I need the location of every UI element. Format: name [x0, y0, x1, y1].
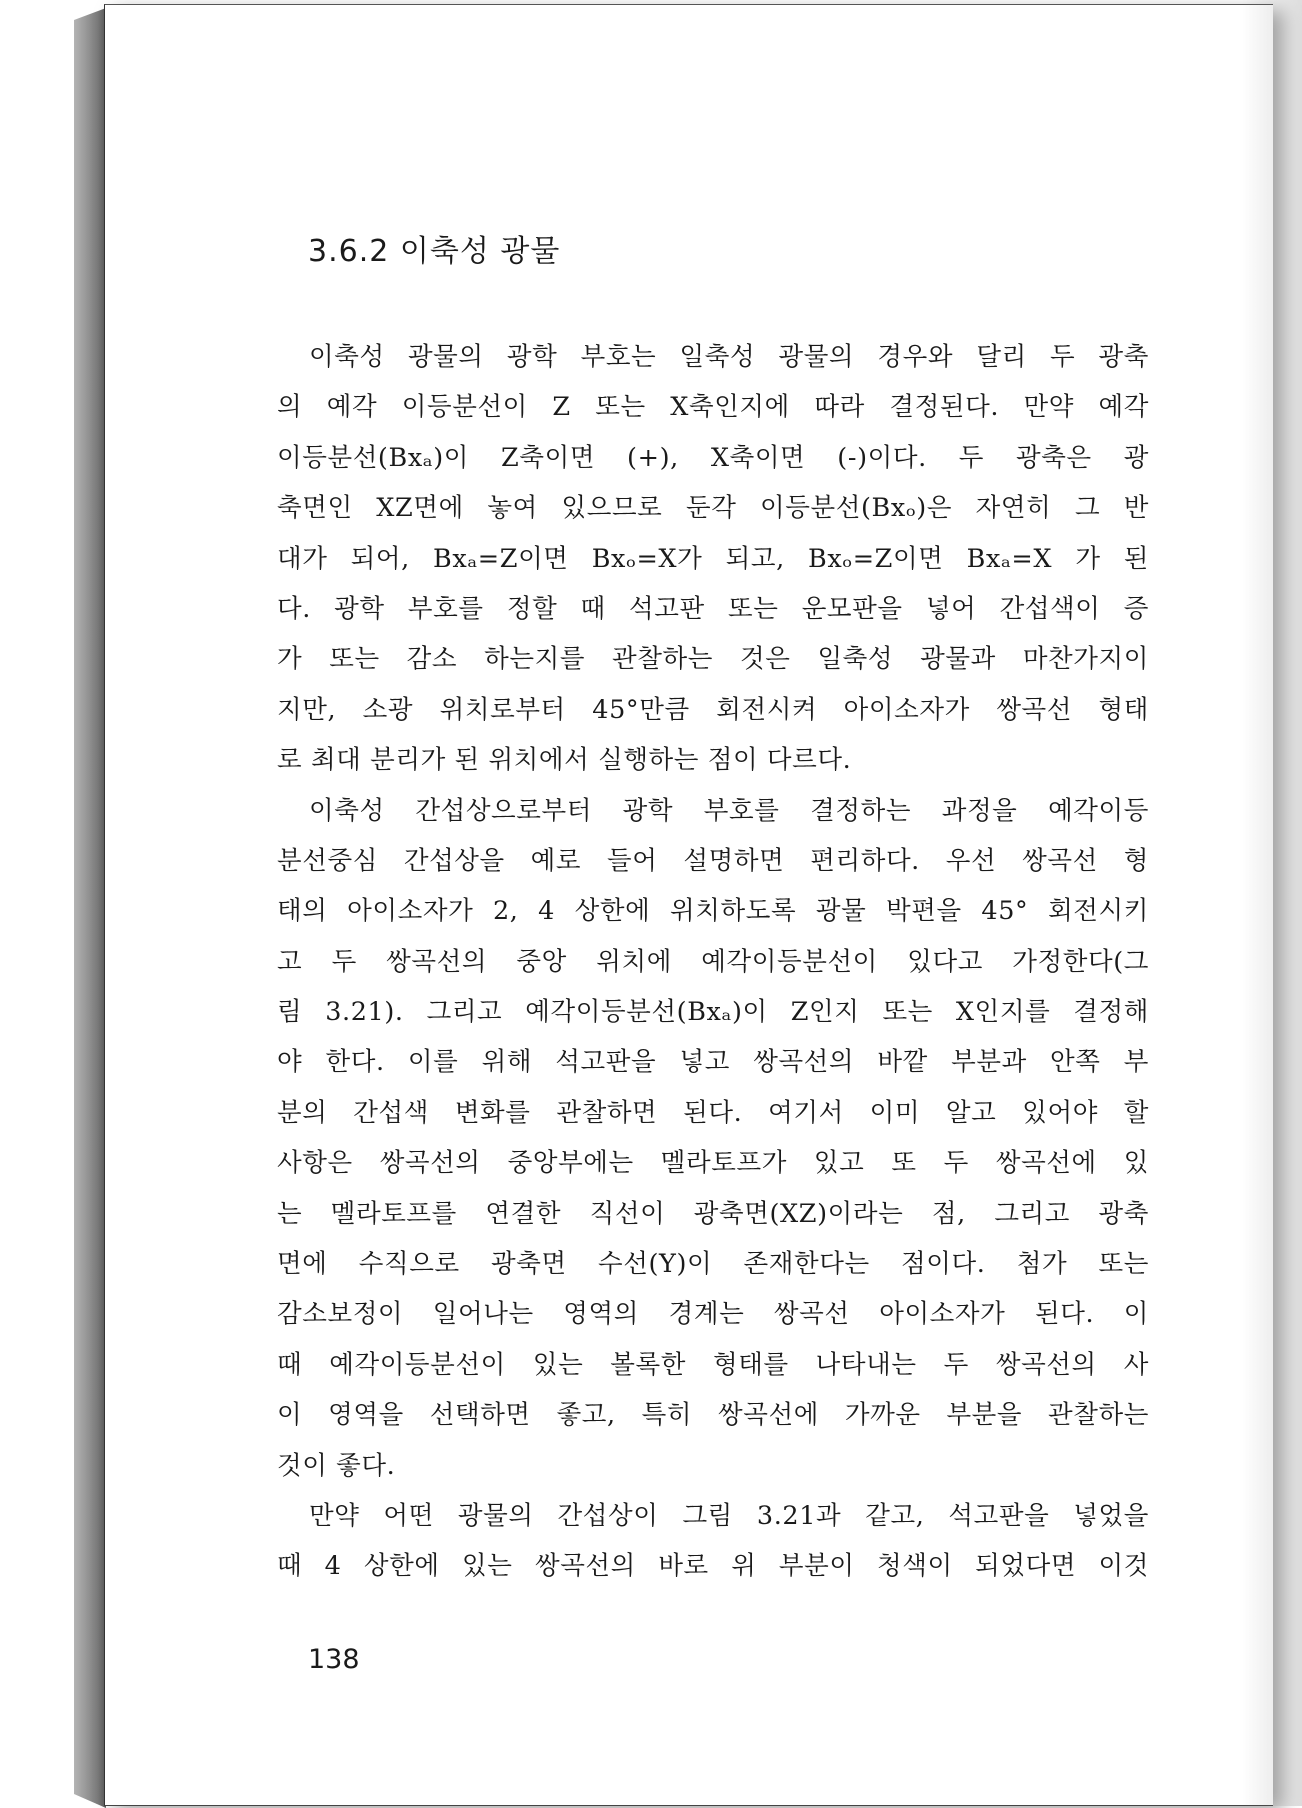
- paragraph: [277, 786, 1149, 1491]
- text-line: 지만, 소광 위치로부터 45°만큼 회전시켜 아이소자가 쌍곡선 형태: [277, 694, 1149, 725]
- text-line: 는 멜라토프를 연결한 직선이 광축면(XZ)이라는 점, 그리고 광축: [277, 1198, 1149, 1229]
- text-line: 야 한다. 이를 위해 석고판을 넣고 쌍곡선의 바깥 부분과 안쪽 부: [277, 1047, 1149, 1078]
- text-line: 다. 광학 부호를 정할 때 석고판 또는 운모판을 넣어 간섭색이 증: [277, 593, 1149, 624]
- text-line: 태의 아이소자가 2, 4 상한에 위치하도록 광물 박편을 45° 회전시키: [277, 896, 1149, 927]
- text-line: 이 영역을 선택하면 좋고, 특히 쌍곡선에 가까운 부분을 관찰하는: [277, 1400, 1149, 1431]
- text-line: 축면인 XZ면에 놓여 있으므로 둔각 이등분선(Bxₒ)은 자연히 그 반: [277, 493, 1149, 524]
- text-line: 의 예각 이등분선이 Z 또는 X축인지에 따라 결정된다. 만약 예각: [277, 392, 1149, 423]
- section-heading: 3.6.2 이축성 광물: [308, 234, 561, 269]
- body-text: [277, 332, 1149, 1592]
- text-line: 고 두 쌍곡선의 중앙 위치에 예각이등분선이 있다고 가정한다(그: [277, 946, 1149, 977]
- paragraph: [277, 332, 1149, 786]
- book-spine-edge: [74, 8, 106, 1808]
- text-line: 이축성 간섭상으로부터 광학 부호를 결정하는 과정을 예각이등: [309, 795, 1149, 826]
- paragraph: [277, 1491, 1149, 1592]
- page-number: 138: [308, 1644, 360, 1675]
- text-line: 감소보정이 일어나는 영역의 경계는 쌍곡선 아이소자가 된다. 이: [277, 1299, 1149, 1330]
- text-line: 대가 되어, Bxₐ=Z이면 Bxₒ=X가 되고, Bxₒ=Z이면 Bxₐ=X 가 된: [277, 543, 1149, 574]
- text-line: 때 4 상한에 있는 쌍곡선의 바로 위 부분이 청색이 되었다면 이것: [277, 1551, 1149, 1582]
- text-line: 가 또는 감소 하는지를 관찰하는 것은 일축성 광물과 마찬가지이: [277, 644, 1149, 675]
- text-line: 분의 간섭색 변화를 관찰하면 된다. 여기서 이미 알고 있어야 할: [277, 1097, 1149, 1128]
- text-line: 림 3.21). 그리고 예각이등분선(Bxₐ)이 Z인지 또는 X인지를 결정해: [277, 997, 1149, 1028]
- text-line: 분선중심 간섭상을 예로 들어 설명하면 편리하다. 우선 쌍곡선 형: [277, 845, 1149, 876]
- text-line: 로 최대 분리가 된 위치에서 실행하는 점이 다르다.: [277, 745, 852, 776]
- text-line: 사항은 쌍곡선의 중앙부에는 멜라토프가 있고 또 두 쌍곡선에 있: [277, 1148, 1149, 1179]
- text-line: 것이 좋다.: [277, 1450, 396, 1481]
- text-line: 이축성 광물의 광학 부호는 일축성 광물의 경우와 달리 두 광축: [309, 342, 1149, 372]
- text-line: 이등분선(Bxₐ)이 Z축이면 (+), X축이면 (-)이다. 두 광축은 광: [277, 442, 1149, 473]
- text-line: 면에 수직으로 광축면 수선(Y)이 존재한다는 점이다. 첨가 또는: [277, 1249, 1149, 1280]
- text-line: 만약 어떤 광물의 간섭상이 그림 3.21과 같고, 석고판을 넣었을: [309, 1500, 1149, 1531]
- text-line: 때 예각이등분선이 있는 볼록한 형태를 나타내는 두 쌍곡선의 사: [277, 1349, 1149, 1380]
